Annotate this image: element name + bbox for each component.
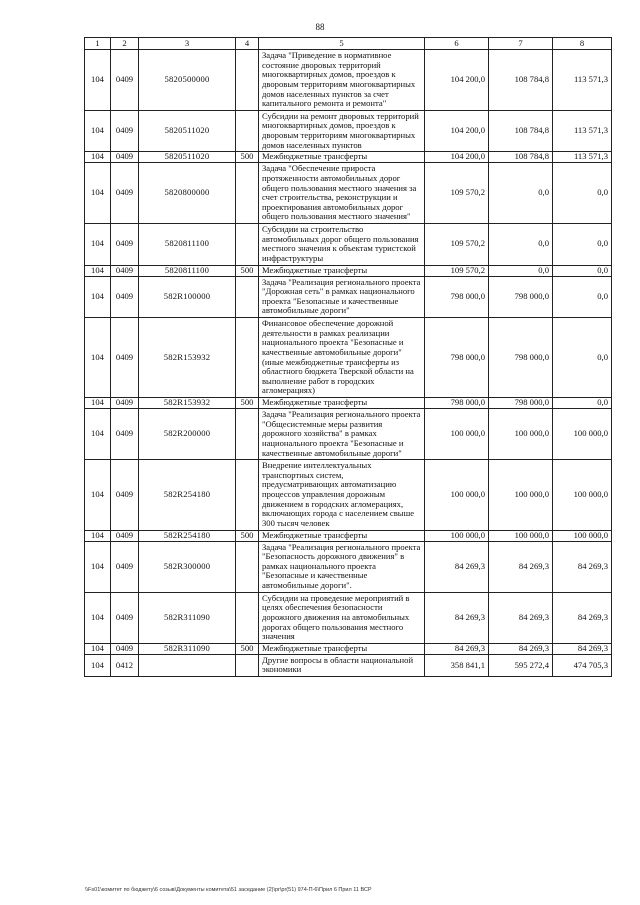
amount-cell-year2: 0,0 [489,265,553,276]
amount-cell-year2: 84 269,3 [489,643,553,654]
section-code-cell: 104 [85,654,111,676]
amount-cell-year2: 84 269,3 [489,541,553,592]
amount-cell-year1: 104 200,0 [425,110,489,152]
description-cell: Задача "Реализация регионального проекта "Общесистемные меры развития дорожного хозяйства" в рамках национального проекта "Безопасные и качественные автомобильные дороги" [259,409,425,460]
description-cell: Субсидии на строительство автомобильных дорог общего пользования местного значения к объектам туристской инфраструктуры [259,224,425,266]
amount-cell-year1: 100 000,0 [425,530,489,541]
amount-cell-year2: 798 000,0 [489,318,553,398]
table-row [85,409,612,460]
description-cell: Межбюджетные трансферты [259,398,425,409]
description-cell: Задача "Реализация регионального проекта "Дорожная сеть" в рамках национального проекта "Безопасные и качественные автомобильные дороги" [259,276,425,318]
section-code-cell: 104 [85,110,111,152]
header-cell: 5 [259,38,425,50]
description-cell: Другие вопросы в области национальной экономики [259,654,425,676]
amount-cell-year2: 100 000,0 [489,460,553,530]
description-cell: Задача "Обеспечение прироста протяженности автомобильных дорог общего пользования местного значения за счет строительства, реконструкции и проектирования автомобильных дорог общего пользования местного значения" [259,163,425,224]
target-article-cell: 5820511020 [139,110,236,152]
table-row [85,643,612,654]
amount-cell-year3: 113 571,3 [553,50,612,111]
header-cell: 1 [85,38,111,50]
subsection-code-cell: 0409 [111,152,139,163]
subsection-code-cell: 0409 [111,318,139,398]
amount-cell-year1: 84 269,3 [425,592,489,643]
description-cell: Задача "Приведение в нормативное состояние дворовых территорий многоквартирных домов, проездов к дворовым территориям многоквартирных домов населенных пунктов за счет капитального ремонта и ремонта" [259,50,425,111]
amount-cell-year3: 0,0 [553,318,612,398]
expense-type-cell [236,654,259,676]
amount-cell-year1: 109 570,2 [425,265,489,276]
target-article-cell: 5820500000 [139,50,236,111]
amount-cell-year3: 0,0 [553,224,612,266]
section-code-cell: 104 [85,592,111,643]
section-code-cell: 104 [85,163,111,224]
expense-type-cell [236,110,259,152]
section-code-cell: 104 [85,409,111,460]
table-row [85,460,612,530]
table-row [85,276,612,318]
header-cell: 4 [236,38,259,50]
table-row [85,152,612,163]
section-code-cell: 104 [85,152,111,163]
amount-cell-year2: 108 784,8 [489,152,553,163]
section-code-cell: 104 [85,530,111,541]
section-code-cell: 104 [85,643,111,654]
amount-cell-year3: 100 000,0 [553,460,612,530]
subsection-code-cell: 0409 [111,224,139,266]
table-row [85,398,612,409]
target-article-cell: 5820811100 [139,265,236,276]
subsection-code-cell: 0409 [111,530,139,541]
footer-file-path: \\Fs01\комитет по бюджету\6 созыв\Документы комитета\51 заседание (2)\pr\pr(51) 974-П-6\Прил 6 Прил 11 ВСР [85,887,372,893]
target-article-cell: 582R153932 [139,318,236,398]
target-article-cell: 582R153932 [139,398,236,409]
target-article-cell: 582R311090 [139,643,236,654]
expense-type-cell [236,163,259,224]
section-code-cell: 104 [85,318,111,398]
amount-cell-year2: 100 000,0 [489,530,553,541]
amount-cell-year3: 0,0 [553,163,612,224]
header-cell: 2 [111,38,139,50]
expense-type-cell: 500 [236,530,259,541]
table-row [85,530,612,541]
subsection-code-cell: 0409 [111,110,139,152]
amount-cell-year3: 113 571,3 [553,110,612,152]
description-cell: Субсидии на проведение мероприятий в целях обеспечения безопасности дорожного движения на автомобильных дорогах общего пользования местного значения [259,592,425,643]
description-cell: Субсидии на ремонт дворовых территорий многоквартирных домов, проездов к дворовым территориям многоквартирных домов населенных пунктов [259,110,425,152]
header-cell: 6 [425,38,489,50]
subsection-code-cell: 0409 [111,409,139,460]
table-row [85,224,612,266]
table-body [85,50,612,677]
budget-table [84,37,612,677]
amount-cell-year3: 84 269,3 [553,643,612,654]
description-cell: Межбюджетные трансферты [259,265,425,276]
target-article-cell: 5820800000 [139,163,236,224]
amount-cell-year1: 104 200,0 [425,152,489,163]
expense-type-cell [236,50,259,111]
amount-cell-year1: 109 570,2 [425,224,489,266]
target-article-cell: 5820811100 [139,224,236,266]
subsection-code-cell: 0409 [111,398,139,409]
expense-type-cell [236,409,259,460]
amount-cell-year2: 798 000,0 [489,276,553,318]
expense-type-cell: 500 [236,643,259,654]
expense-type-cell [236,276,259,318]
table-row [85,654,612,676]
subsection-code-cell: 0409 [111,265,139,276]
table-row [85,50,612,111]
target-article-cell: 5820511020 [139,152,236,163]
target-article-cell: 582R254180 [139,530,236,541]
target-article-cell: 582R200000 [139,409,236,460]
table-row [85,592,612,643]
subsection-code-cell: 0409 [111,163,139,224]
table-row [85,318,612,398]
table-row [85,163,612,224]
amount-cell-year3: 113 571,3 [553,152,612,163]
target-article-cell: 582R300000 [139,541,236,592]
amount-cell-year2: 100 000,0 [489,409,553,460]
description-cell: Внедрение интеллектуальных транспортных систем, предусматривающих автоматизацию процессов управления дорожным движением в городских агломерациях, включающих города с населением свыше 300 тысяч человек [259,460,425,530]
amount-cell-year1: 798 000,0 [425,276,489,318]
subsection-code-cell: 0409 [111,643,139,654]
expense-type-cell [236,318,259,398]
subsection-code-cell: 0409 [111,50,139,111]
subsection-code-cell: 0409 [111,592,139,643]
amount-cell-year3: 0,0 [553,265,612,276]
amount-cell-year3: 84 269,3 [553,592,612,643]
description-cell: Межбюджетные трансферты [259,643,425,654]
amount-cell-year2: 0,0 [489,224,553,266]
subsection-code-cell: 0409 [111,541,139,592]
expense-type-cell [236,592,259,643]
subsection-code-cell: 0412 [111,654,139,676]
amount-cell-year1: 104 200,0 [425,50,489,111]
section-code-cell: 104 [85,276,111,318]
amount-cell-year3: 84 269,3 [553,541,612,592]
amount-cell-year2: 0,0 [489,163,553,224]
amount-cell-year1: 109 570,2 [425,163,489,224]
table-row [85,110,612,152]
description-cell: Задача "Реализация регионального проекта "Безопасность дорожного движения" в рамках национального проекта "Безопасные и качественные автомобильные дороги". [259,541,425,592]
amount-cell-year2: 798 000,0 [489,398,553,409]
amount-cell-year3: 474 705,3 [553,654,612,676]
expense-type-cell [236,224,259,266]
target-article-cell: 582R100000 [139,276,236,318]
amount-cell-year1: 100 000,0 [425,409,489,460]
section-code-cell: 104 [85,50,111,111]
header-cell: 3 [139,38,236,50]
header-cell: 7 [489,38,553,50]
description-cell: Финансовое обеспечение дорожной деятельности в рамках реализации национального проекта "Безопасные и качественные автомобильные дороги" (иные межбюджетные трансферты из областного бюджета Тверской области на выполнение работ в городских агломерациях) [259,318,425,398]
amount-cell-year3: 100 000,0 [553,409,612,460]
target-article-cell: 582R311090 [139,592,236,643]
subsection-code-cell: 0409 [111,460,139,530]
amount-cell-year2: 108 784,8 [489,110,553,152]
description-cell: Межбюджетные трансферты [259,530,425,541]
table-row [85,541,612,592]
target-article-cell: 582R254180 [139,460,236,530]
amount-cell-year3: 0,0 [553,276,612,318]
header-row [85,38,612,50]
amount-cell-year2: 84 269,3 [489,592,553,643]
section-code-cell: 104 [85,460,111,530]
expense-type-cell [236,460,259,530]
amount-cell-year1: 798 000,0 [425,398,489,409]
amount-cell-year1: 100 000,0 [425,460,489,530]
expense-type-cell: 500 [236,152,259,163]
section-code-cell: 104 [85,541,111,592]
page-number: 88 [315,22,325,32]
expense-type-cell: 500 [236,398,259,409]
table-row [85,265,612,276]
expense-type-cell [236,541,259,592]
description-cell: Межбюджетные трансферты [259,152,425,163]
target-article-cell [139,654,236,676]
amount-cell-year2: 595 272,4 [489,654,553,676]
amount-cell-year3: 0,0 [553,398,612,409]
amount-cell-year1: 84 269,3 [425,541,489,592]
section-code-cell: 104 [85,224,111,266]
amount-cell-year3: 100 000,0 [553,530,612,541]
amount-cell-year1: 798 000,0 [425,318,489,398]
expense-type-cell: 500 [236,265,259,276]
header-cell: 8 [553,38,612,50]
subsection-code-cell: 0409 [111,276,139,318]
amount-cell-year2: 108 784,8 [489,50,553,111]
amount-cell-year1: 84 269,3 [425,643,489,654]
section-code-cell: 104 [85,398,111,409]
amount-cell-year1: 358 841,1 [425,654,489,676]
section-code-cell: 104 [85,265,111,276]
